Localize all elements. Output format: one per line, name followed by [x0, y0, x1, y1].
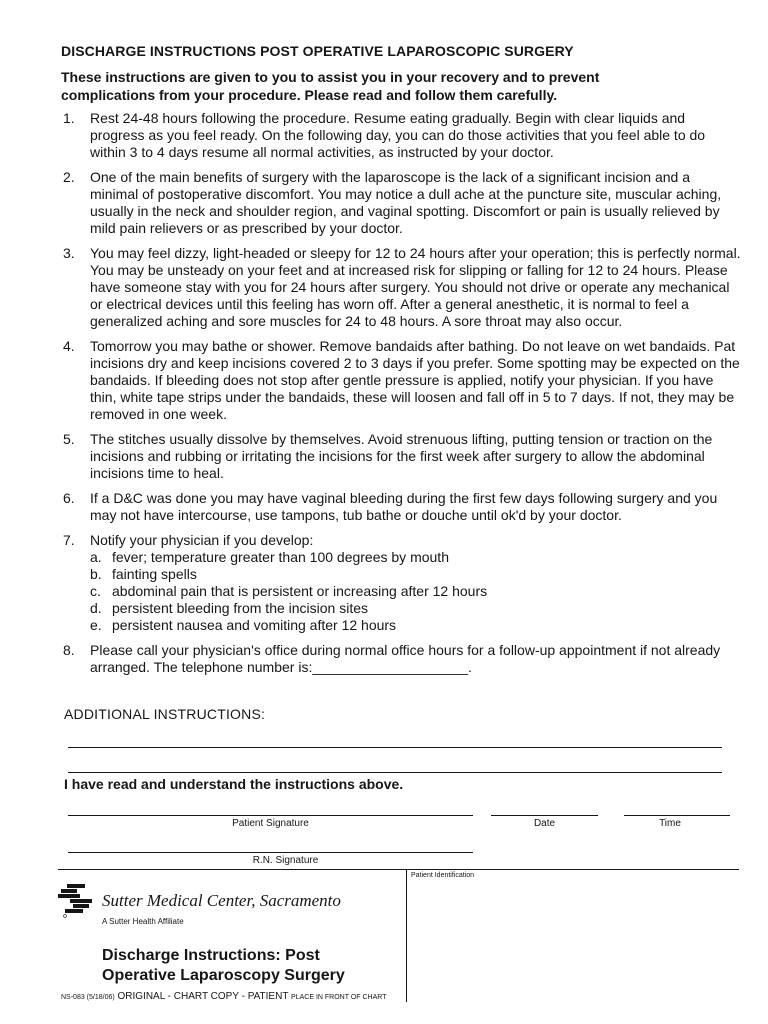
date-line[interactable]	[491, 815, 598, 816]
item-text: You may feel dizzy, light-headed or sleepy for 12 to 24 hours after your operation; this is perfectly normal. You may be unsteady on your feet and at increased risk for slipping or falling for 12 to 24 hours. Please have someone stay with you for 24 hours after surgery. You should not drive or operate any mechanical or electrical devices until this feeling has worn off. After a general anesthetic, it is normal to feel a generalized aching and sore muscles for 24 to 48 hours. A sore throat may also occur.	[90, 245, 741, 329]
symptom-text: abdominal pain that is persistent or increasing after 12 hours	[112, 583, 488, 599]
symptom-letter: e.	[90, 617, 102, 633]
footer-line	[61, 991, 386, 1002]
symptom-letter: b.	[90, 566, 102, 582]
footer-column-divider	[406, 869, 407, 1002]
instruction-list	[61, 110, 741, 684]
rn-signature-label: R.N. Signature	[252, 855, 319, 866]
date-label: Date	[533, 818, 556, 829]
additional-instructions-line[interactable]	[68, 747, 722, 748]
instruction-item	[61, 431, 741, 482]
item-text: Tomorrow you may bathe or shower. Remove bandaids after bathing. Do not leave on wet bandaids. Pat incisions dry and keep incisions covered 2 to 3 days if you prefer. Some spotting may be expected on the bandaids. If bleeding does not stop after gentle pressure is applied, notify your physician. If you have thin, white tape strips under the bandaids, these will loosen and fall off in 5 to 7 days. If not, they may be removed in one week.	[90, 338, 740, 422]
symptom-text: persistent nausea and vomiting after 12 hours	[112, 617, 397, 633]
additional-instructions-label: ADDITIONAL INSTRUCTIONS:	[64, 706, 266, 722]
item-text: Please call your physician's office during normal office hours for a follow-up appointment if not already arranged. The telephone number is:____________________.	[90, 642, 721, 675]
item-number: 8.	[63, 642, 75, 658]
symptom-item	[90, 566, 741, 583]
organization-name: Sutter Medical Center, Sacramento	[102, 891, 341, 910]
time-line[interactable]	[624, 815, 730, 816]
intro-line: These instructions are given to you to assist you in your recovery and to prevent	[61, 69, 600, 85]
symptom-text: fever; temperature greater than 100 degrees by mouth	[112, 549, 449, 565]
instruction-item	[61, 245, 741, 330]
affiliate-label: A Sutter Health Affiliate	[102, 917, 184, 926]
symptom-item	[90, 583, 741, 600]
item-number: 4.	[63, 338, 75, 354]
instruction-item	[61, 169, 741, 237]
item-text: If a D&C was done you may have vaginal bleeding during the first few days following surgery and you may not have intercourse, use tampons, tub bathe or douche until ok'd by your doctor.	[90, 490, 718, 523]
instruction-item	[61, 490, 741, 524]
placement-note: PLACE IN FRONT OF CHART	[291, 994, 387, 1001]
item-number: 6.	[63, 490, 75, 506]
patient-identification-label: Patient Identification	[411, 872, 475, 879]
patient-signature-line[interactable]	[68, 815, 473, 816]
intro-paragraph	[61, 68, 721, 104]
time-label: Time	[659, 818, 681, 829]
form-title	[102, 946, 345, 986]
distribution-note: ORIGINAL - CHART COPY - PATIENT	[117, 991, 289, 1002]
symptom-letter: c.	[90, 583, 101, 599]
item-number: 3.	[63, 245, 75, 261]
item-number: 5.	[63, 431, 75, 447]
symptom-list	[90, 549, 741, 634]
instruction-item	[61, 532, 741, 634]
instruction-item	[61, 642, 741, 676]
item-text: Rest 24-48 hours following the procedure. Resume eating gradually. Begin with clear liquids and progress as you feel ready. On the following day, you can do those activities that you feel able to do within 3 to 4 days resume all normal activities, as instructed by your doctor.	[90, 110, 706, 160]
patient-signature-label: Patient Signature	[232, 818, 309, 829]
instruction-item	[61, 338, 741, 423]
footer-divider	[58, 869, 739, 870]
intro-line: complications from your procedure. Please read and follow them carefully.	[61, 87, 558, 103]
item-number: 7.	[63, 532, 75, 548]
symptom-letter: d.	[90, 600, 102, 616]
item-text: Notify your physician if you develop:	[90, 532, 314, 548]
acknowledgement-statement: I have read and understand the instructions above.	[64, 776, 404, 792]
symptom-letter: a.	[90, 549, 102, 565]
symptom-text: persistent bleeding from the incision sites	[112, 600, 369, 616]
item-text: One of the main benefits of surgery with the laparoscope is the lack of a significant incision and a minimal of postoperative discomfort. You may notice a dull ache at the puncture site, muscular aching, usually in the neck and shoulder region, and vaginal spotting. Discomfort or pain is usually relieved by mild pain relievers or as prescribed by your doctor.	[90, 169, 722, 236]
symptom-item	[90, 549, 741, 566]
item-number: 2.	[63, 169, 75, 185]
symptom-item	[90, 617, 741, 634]
item-number: 1.	[63, 110, 75, 126]
rn-signature-line[interactable]	[68, 852, 473, 853]
item-text: The stitches usually dissolve by themselves. Avoid strenuous lifting, putting tension or traction on the incisions and rubbing or irritating the incisions for the first week after surgery to allow the abdominal incisions time to heal.	[90, 431, 713, 481]
symptom-text: fainting spells	[112, 566, 197, 582]
sutter-logo-icon	[58, 884, 92, 918]
symptom-item	[90, 600, 741, 617]
instruction-item	[61, 110, 741, 161]
additional-instructions-line[interactable]	[68, 772, 722, 773]
form-title-line: Operative Laparoscopy Surgery	[102, 967, 345, 984]
form-code: NS-083 (5/18/06)	[61, 994, 115, 1001]
document-title: DISCHARGE INSTRUCTIONS POST OPERATIVE LAPAROSCOPIC SURGERY	[61, 43, 574, 59]
form-title-line: Discharge Instructions: Post	[102, 947, 320, 964]
